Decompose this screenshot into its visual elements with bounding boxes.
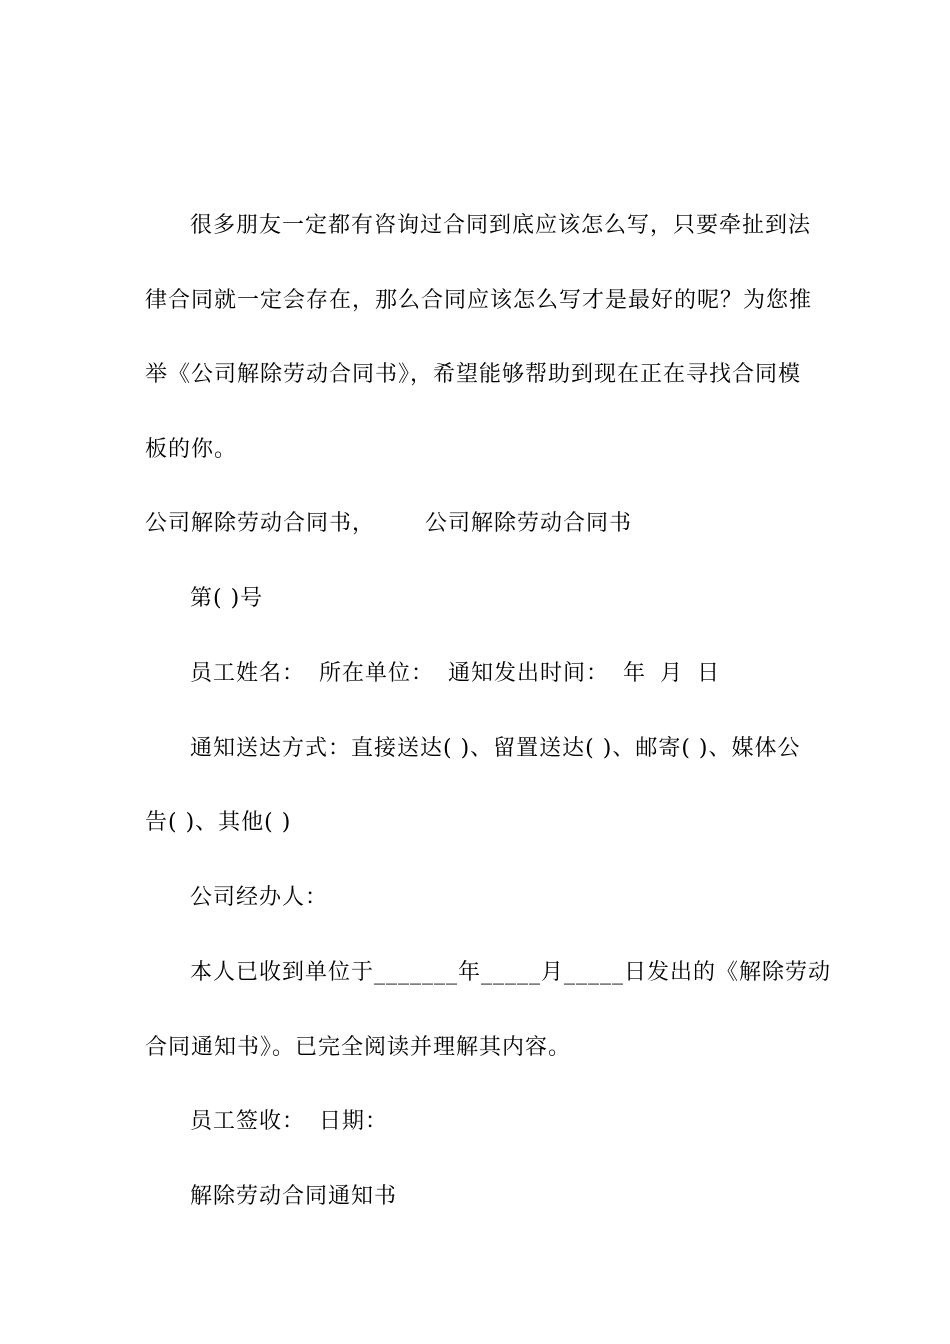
employee-name-label: 员工姓名： <box>190 661 306 686</box>
receipt-line-2: 合同通知书》。已完全阅读并理解其内容。 <box>145 1035 572 1060</box>
receipt-line-1: 本人已收到单位于_______年_____月_____日发出的《解除劳动 <box>190 960 832 985</box>
notice-title: 解除劳动合同通知书 <box>190 1184 398 1209</box>
heading-left: 公司解除劳动合同书， <box>145 511 376 536</box>
employee-sign-label: 员工签收： <box>190 1109 306 1134</box>
notice-time-label: 通知发出时间： <box>448 661 610 686</box>
handler-line: 公司经办人： <box>190 885 329 910</box>
heading-right: 公司解除劳动合同书 <box>425 511 633 536</box>
intro-line-2: 律合同就一定会存在，那么合同应该怎么写才是最好的呢？为您推 <box>145 288 813 313</box>
day-label: 日 <box>697 661 721 686</box>
intro-line-4: 板的你。 <box>145 437 238 462</box>
month-label: 月 <box>660 661 684 686</box>
number-line: 第( )号 <box>190 586 264 611</box>
sign-line <box>190 1108 388 1136</box>
employee-info-line <box>190 660 720 688</box>
intro-line-1: 很多朋友一定都有咨询过合同到底应该怎么写，只要牵扯到法 <box>190 213 812 238</box>
intro-line-3: 举《公司解除劳动合同书》，希望能够帮助到现在正在寻找合同模 <box>145 362 802 387</box>
year-label: 年 <box>623 661 647 686</box>
delivery-line-2: 告( )、其他( ) <box>145 810 292 835</box>
date-label: 日期： <box>319 1109 389 1134</box>
unit-label: 所在单位： <box>319 661 435 686</box>
delivery-line-1: 通知送达方式：直接送达( )、留置送达( )、邮寄( )、媒体公 <box>190 736 801 761</box>
